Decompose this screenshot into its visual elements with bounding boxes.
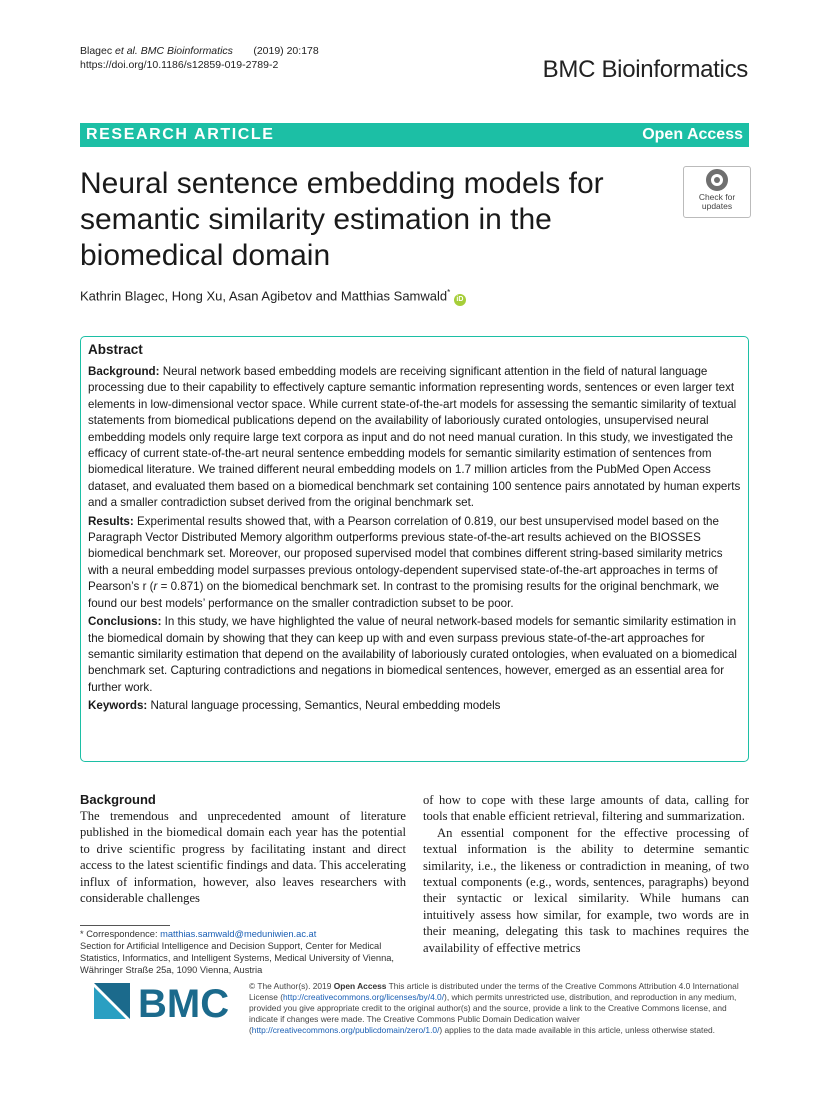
abstract-keywords [88,698,741,714]
right-paragraph-1: of how to cope with these large amounts of data, calling for tools that enable efficient retrieval, filtering and summarization. [423,793,749,824]
results-label: Results: [88,514,134,528]
check-updates-line1: Check for [698,192,736,202]
paper-title: Neural sentence embedding models for semantic similarity estimation in the biomedical domain [80,167,604,272]
footnote-rule [80,925,170,926]
journal-brand: BMC Bioinformatics [542,56,748,83]
doi-link[interactable]: https://doi.org/10.1186/s12859-019-2789-2 [80,59,279,71]
author-list [80,288,466,306]
abstract-results [88,514,741,612]
keywords-text: Natural language processing, Semantics, Neural embedding models [150,699,501,713]
results-r: r [153,580,158,594]
conclusions-label: Conclusions: [88,615,162,629]
results-text-b: = 0.871) on the biomedical benchmark set. In contrast to the promising results for the original benchmark, we found our best models’ performance on the smaller contradiction subset to be poor. [88,580,720,610]
bmc-logo-text: BMC [138,983,230,1023]
article-type: RESEARCH ARTICLE [86,126,275,143]
license-notice [249,981,749,1036]
citation-authors: Blagec [80,45,113,57]
corresponding-mark: * [447,288,451,297]
section-heading-background: Background [80,792,156,807]
license-link-zero[interactable]: http://creativecommons.org/publicdomain/zero/1.0/ [251,1025,440,1035]
license-text-b: ), which permits unrestricted use, distribution, and reproduction in any medium, provided you give appropriate credit to the original author(s) and the source, provide a link to the Creative Commons license, and indicate if changes were made. The Creative Commons Public Domain Dedication waiver ( [249,992,737,1035]
correspondence-label: * Correspondence: [80,929,161,939]
authors-text: Kathrin Blagec, Hong Xu, Asan Agibetov and Matthias Samwald [80,288,448,304]
body-right-column [423,792,749,956]
check-updates-icon [706,169,728,191]
abstract-background [88,364,741,512]
background-text: Neural network based embedding models are receiving significant attention in the field of natural language processing due to their capability to effectively capture semantic information representing words, sentences or even larger text elements in low-dimensional vector space. While current state-of-the-art models for assessing the semantic similarity of textual statements from biomedical publications depend on the availability of laboriously curated ontologies, unsupervised neural embedding models only require large text corpora as input and do not need manual curation. In this study, we investigated the efficacy of current state-of-the-art neural sentence embedding models for semantic similarity estimation of sentences from biomedical literature. We trained different neural embedding models on 1.7 million articles from the PubMed Open Access dataset, and evaluated them based on a biomedical benchmark set containing 100 sentence pairs annotated by human experts and a smaller contradiction subset derived from the original benchmark set. [88,365,741,510]
citation-journal: et al. BMC Bioinformatics [115,45,233,57]
results-text-a: Experimental results showed that, with a Pearson correlation of 0.819, our best unsupervised model based on the Paragraph Vector Distributed Memory algorithm outperforms previous state-of-the-art results achieved on the BIOSSES biomedical benchmark set. Moreover, our proposed supervised model that combines different string-based similarity metrics with a neural embedding model surpasses previous ontology-dependent supervised state-of-the-art approaches in terms of Pearson’s r ( [88,514,723,594]
license-open-access: Open Access [333,981,387,991]
orcid-icon[interactable]: iD [454,294,466,306]
correspondence-footnote [80,928,410,976]
correspondence-email[interactable]: matthias.samwald@meduniwien.ac.at [160,929,317,939]
background-label: Background: [88,365,160,378]
conclusions-text: In this study, we have highlighted the value of neural network-based models for semantic similarity estimation in the biomedical domain by showing that they can keep up with and even surpass previous state-of-the-art approaches for semantic similarity estimation that depend on the availability of laboriously curated ontologies, when evaluated on a biomedical benchmark set. Capturing contradictions and negations in biomedical sentences, however, emerged as an essential area for further work. [88,615,737,694]
citation-header [80,44,319,72]
license-link-by[interactable]: http://creativecommons.org/licenses/by/4.0/ [282,992,445,1002]
abstract-conclusions [88,614,741,696]
abstract-heading: Abstract [88,342,143,357]
article-banner [80,123,749,147]
citation-year: (2019) 20:178 [253,45,319,57]
copyright-text: © The Author(s). 2019 [249,981,332,991]
check-updates-line2: updates [701,201,733,211]
abstract-box [80,336,749,762]
open-access-label: Open Access [642,126,743,143]
body-left-column [80,792,406,906]
license-text-c: ) applies to the data made available in this article, unless otherwise stated. [439,1025,716,1035]
right-paragraph-2: An essential component for the effective processing of textual information is the ability to determine semantic similarity, i.e., the likeness or contradiction in meaning, of two textual components (e.g., words, sentences, paragraphs) beyond their syntactic or lexical similarity. While humans can intuitively assess how similar, for example, two words are in their meaning, delegating this task to machines requires the availability of effective metrics [423,825,749,955]
left-paragraph: The tremendous and unprecedented amount of literature published in the biomedical domain each year has the potential to drive scientific progress by facilitating instant and direct access to the latest scientific findings and data. This accelerating influx of information, however, also leaves researchers with considerable challenges [80,809,406,906]
keywords-label: Keywords: [88,699,148,713]
license-text-a: This article is distributed under the terms of the Creative Commons Attribution 4.0 International License ( [249,981,739,1002]
bmc-logo [94,983,234,1023]
check-for-updates-badge[interactable] [683,166,751,218]
affiliation-text: Section for Artificial Intelligence and Decision Support, Center for Medical Statistics, Informatics, and Intelligent Systems, Medical University of Vienna, Währinger Straße 25a, 1090 Vienna, Austria [80,941,394,975]
